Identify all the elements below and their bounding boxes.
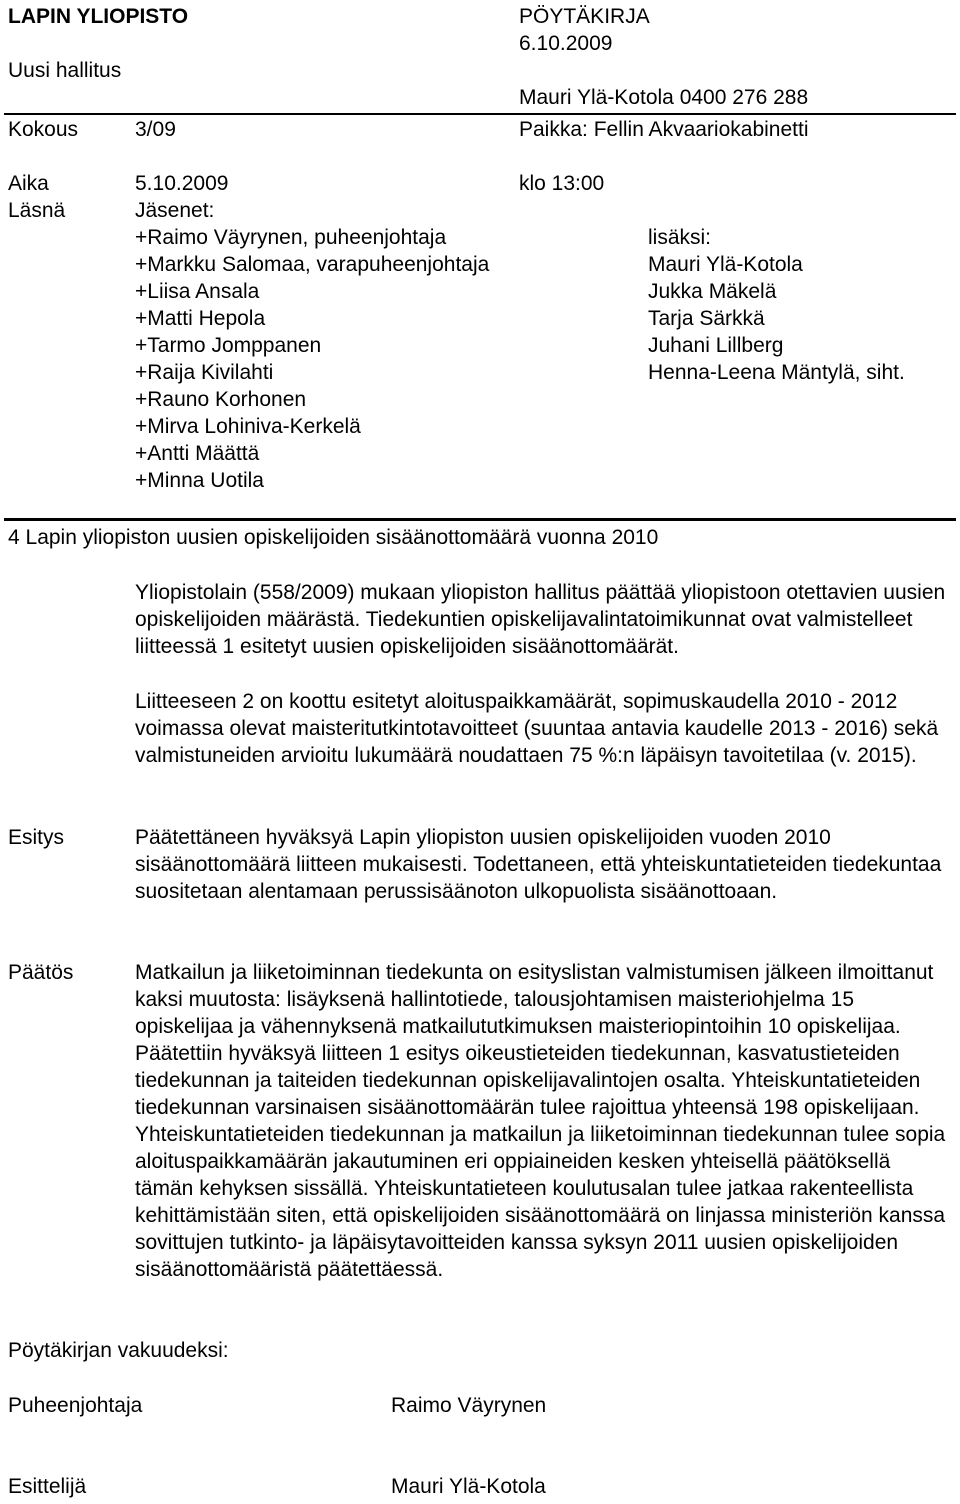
presenter-role: Esittelijä bbox=[8, 1475, 87, 1498]
list-item: Juhani Lillberg bbox=[648, 334, 784, 357]
list-item: Mauri Ylä-Kotola bbox=[648, 253, 803, 276]
section-divider bbox=[4, 518, 956, 521]
member-list bbox=[135, 224, 489, 494]
doc-type: PÖYTÄKIRJA bbox=[519, 5, 650, 28]
list-item: +Rauno Korhonen bbox=[135, 388, 307, 411]
item-paragraph-2: Liitteeseen 2 on koottu esitetyt aloituspaikkamäärät, sopimuskaudella 2010 - 2012 voimassa olevat maisteritutkintotavoitteet (suuntaa antavia kaudelle 2013 - 2016) sekä valmistuneiden arvioitu lukumäärä noudattaen 75 %:n läpäisyn tavoitetilaa (v. 2015). bbox=[135, 690, 939, 767]
list-item: +Antti Määttä bbox=[135, 442, 260, 465]
members-label: Jäsenet: bbox=[135, 199, 215, 222]
header-divider bbox=[4, 113, 956, 115]
list-item: +Mirva Lohiniva-Kerkelä bbox=[135, 415, 361, 438]
additional-label: lisäksi: bbox=[648, 226, 712, 249]
time-label: Aika bbox=[8, 172, 49, 195]
decision-text: Matkailun ja liiketoiminnan tiedekunta on esityslistan valmistumisen jälkeen ilmoittanut kaksi muutosta: lisäyksenä hallintotiede, talousjohtamisen maisteriohjelma 15 opiskelijaa ja vähennyksenä matkailututkimuksen maisteriopintoihin 10 opiskelijaa. Päätettiin hyväksyä liitteen 1 esitys oikeustieteiden tiedekunnan, kasvatustieteiden tiedekunnan ja taiteiden tiedekunnan opiskelijavalintojen osalta. Yhteiskuntatieteiden tiedekunnan varsinaisen sisäänottomäärän tulee rajoittua yhteensä 198 opiskelijaan. Yhteiskuntatieteiden tiedekunnan ja matkailun ja liiketoiminnan tiedekunnan tulee sopia aloituspaikkamäärän jakautuminen eri oppiaineiden kesken yhteisellä päätöksellä tämän kehyksen sissällä. Yhteiskuntatieteen koulutusalan tulee jatkaa rakenteellista kehittämistään siten, että opiskelijoiden sisäänottomäärä on linjassa ministeriön kanssa sovittujen tutkinto- ja läpäisytavoitteiden kanssa syksyn 2011 uusien opiskelijoiden sisäänottomääristä päätettäessä. bbox=[135, 961, 946, 1281]
chair-name: Raimo Väyrynen bbox=[391, 1394, 547, 1417]
signatures-heading: Pöytäkirjan vakuudeksi: bbox=[8, 1339, 229, 1362]
doc-date: 6.10.2009 bbox=[519, 32, 613, 55]
org-name: LAPIN YLIOPISTO bbox=[8, 5, 189, 28]
additional-list bbox=[648, 224, 905, 386]
list-item: +Raija Kivilahti bbox=[135, 361, 274, 384]
list-item: Tarja Särkkä bbox=[648, 307, 765, 330]
presenter-name: Mauri Ylä-Kotola bbox=[391, 1475, 546, 1498]
board-name: Uusi hallitus bbox=[8, 59, 122, 82]
proposal-text: Päätettäneen hyväksyä Lapin yliopiston uusien opiskelijoiden vuoden 2010 sisäänottomäärä liitteen mukaisesti. Todettaneen, että yhteiskuntatieteiden tiedekuntaa suositetaan alentamaan perussisäänoton ulkopuolista sisäänottoaan. bbox=[135, 826, 942, 903]
proposal-label: Esitys bbox=[8, 826, 65, 849]
meeting-date: 5.10.2009 bbox=[135, 172, 229, 195]
meeting-number: 3/09 bbox=[135, 118, 176, 141]
meeting-time: klo 13:00 bbox=[519, 172, 605, 195]
contact-person: Mauri Ylä-Kotola 0400 276 288 bbox=[519, 86, 809, 109]
meeting-place: Paikka: Fellin Akvaariokabinetti bbox=[519, 118, 809, 141]
list-item: Henna-Leena Mäntylä, siht. bbox=[648, 361, 905, 384]
list-item: +Matti Hepola bbox=[135, 307, 266, 330]
chair-role: Puheenjohtaja bbox=[8, 1394, 143, 1417]
decision-label: Päätös bbox=[8, 961, 74, 984]
list-item: +Liisa Ansala bbox=[135, 280, 260, 303]
meeting-label: Kokous bbox=[8, 118, 79, 141]
present-label: Läsnä bbox=[8, 199, 66, 222]
list-item: +Markku Salomaa, varapuheenjohtaja bbox=[135, 253, 490, 276]
list-item: +Tarmo Jomppanen bbox=[135, 334, 322, 357]
list-item: +Raimo Väyrynen, puheenjohtaja bbox=[135, 226, 447, 249]
list-item: Jukka Mäkelä bbox=[648, 280, 777, 303]
item-title: 4 Lapin yliopiston uusien opiskelijoiden sisäänottomäärä vuonna 2010 bbox=[8, 526, 659, 549]
list-item: +Minna Uotila bbox=[135, 469, 264, 492]
item-paragraph-1: Yliopistolain (558/2009) mukaan yliopiston hallitus päättää yliopistoon otettavien uusien opiskelijoiden määrästä. Tiedekuntien opiskelijavalintatoimikunnat ovat valmistelleet liitteessä 1 esitetyt uusien opiskelijoiden sisäänottomäärät. bbox=[135, 581, 946, 658]
